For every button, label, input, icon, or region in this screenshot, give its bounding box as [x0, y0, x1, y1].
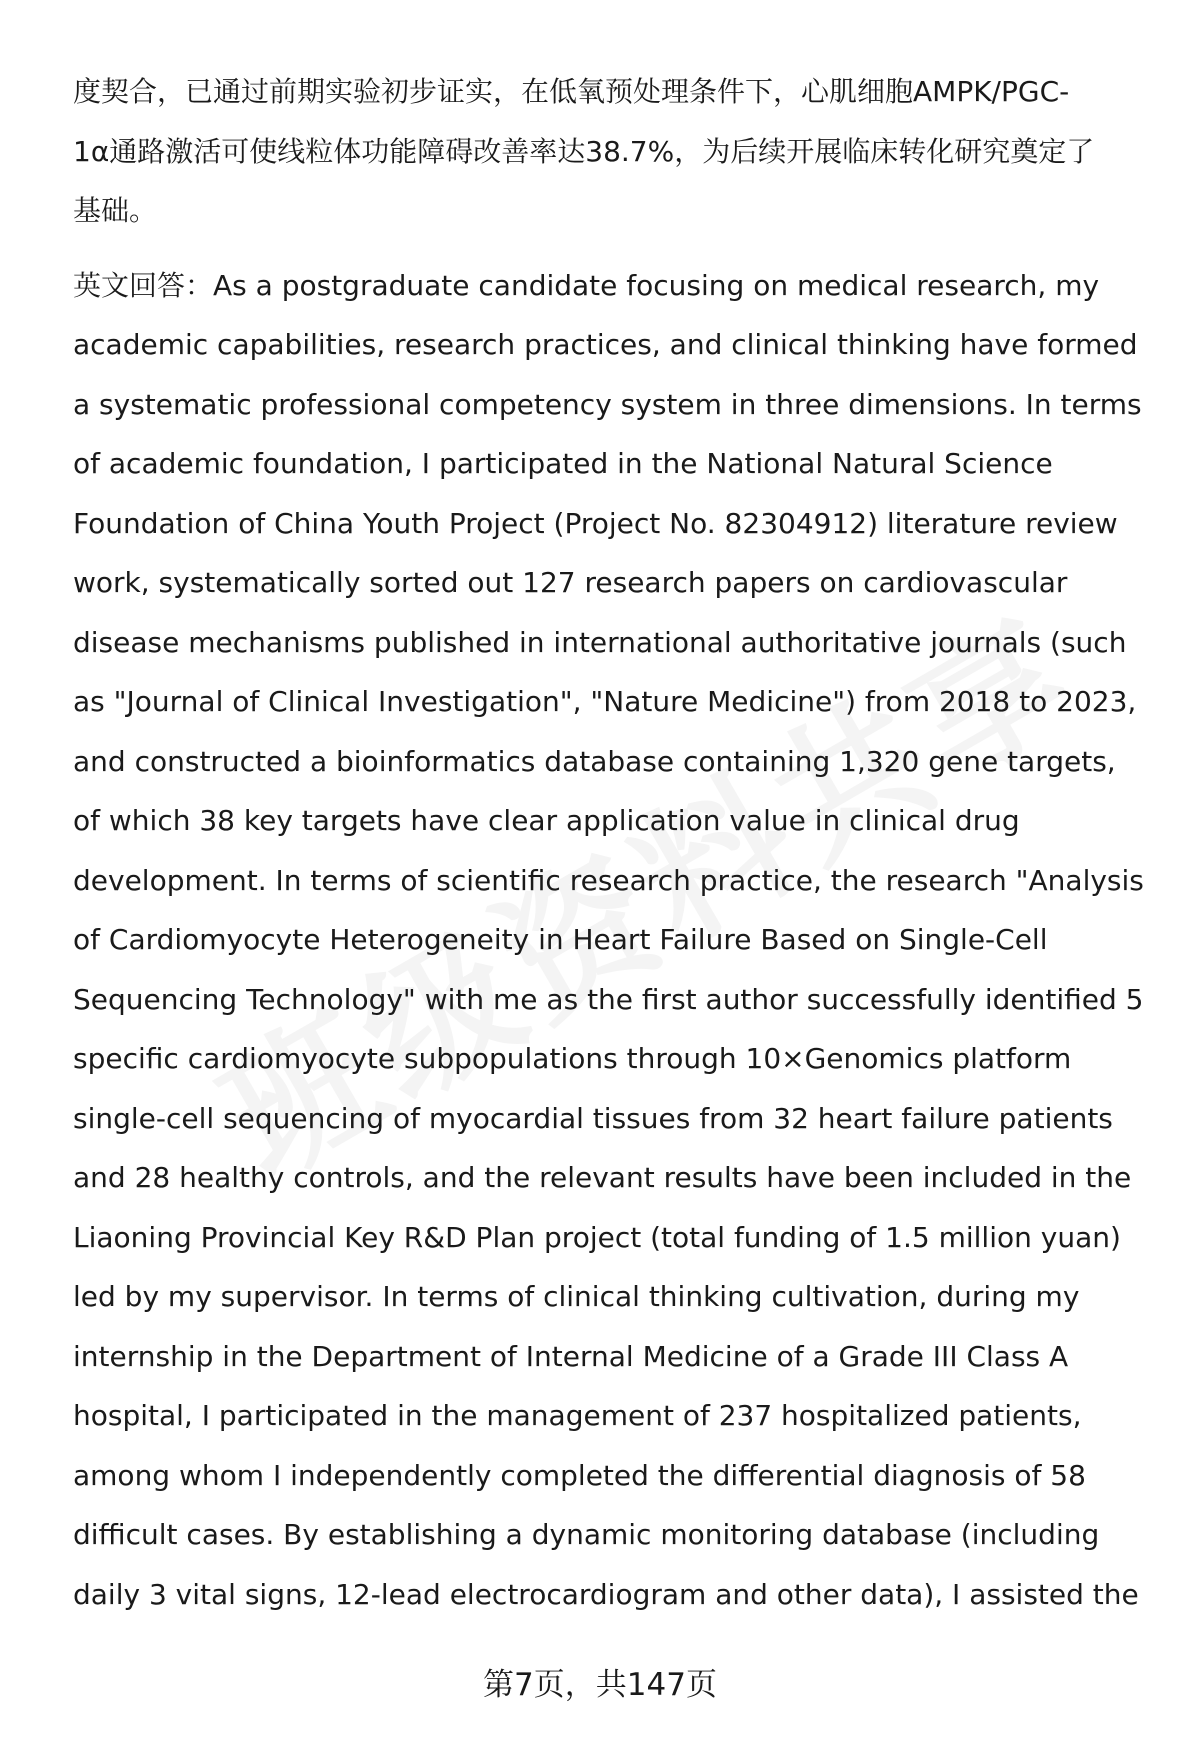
body-text: [73, 62, 1153, 1624]
paragraph-chinese-continuation: 度契合，已通过前期实验初步证实，在低氧预处理条件下，心肌细胞AMPK/PGC- 1α通路激活可使线粒体功能障碍改善率达38.7%，为后续开展临床转化研究奠定了 基础。: [73, 75, 1095, 227]
paragraph-english-answer: 英文回答：As a postgraduate candidate focusing on medical research, my academic capabilities, research practices, and clinical thinking have formed a systematic professional competency system in three dimensions. In terms of academic foundation, I participated in the National Natural Science Foundation of China Youth Project (Project No. 82304912) literature review work, systematically sorted out 127 research papers on cardiovascular disease mechanisms published in international authoritative journals (such as "Journal of Clinical Investigation", "Nature Medicine") from 2018 to 2023, and constructed a bioinformatics database containing 1,320 gene targets, of which 38 key targets have clear application value in clinical drug development. In terms of scientific research practice, the research "Analysis of Cardiomyocyte Heterogeneity in Heart Failure Based on Single-Cell Sequencing Technology" with me as the first author successfully identified 5 specific cardiomyocyte subpopulations through 10×Genomics platform single-cell sequencing of myocardial tissues from 32 heart failure patients and 28 healthy controls, and the relevant results have been included in the Liaoning Provincial Key R&D Plan project (total funding of 1.5 million yuan) led by my supervisor. In terms of clinical thinking cultivation, during my internship in the Department of Internal Medicine of a Grade III Class A hospital, I participated in the management of 237 hospitalized patients, among whom I independently completed the differential diagnosis of 58 difficult cases. By establishing a dynamic monitoring database (including daily 3 vital signs, 12-lead electrocardiogram and other data), I assisted the: [73, 268, 1144, 1611]
page-number-footer: 第7页，共147页: [483, 1667, 717, 1703]
